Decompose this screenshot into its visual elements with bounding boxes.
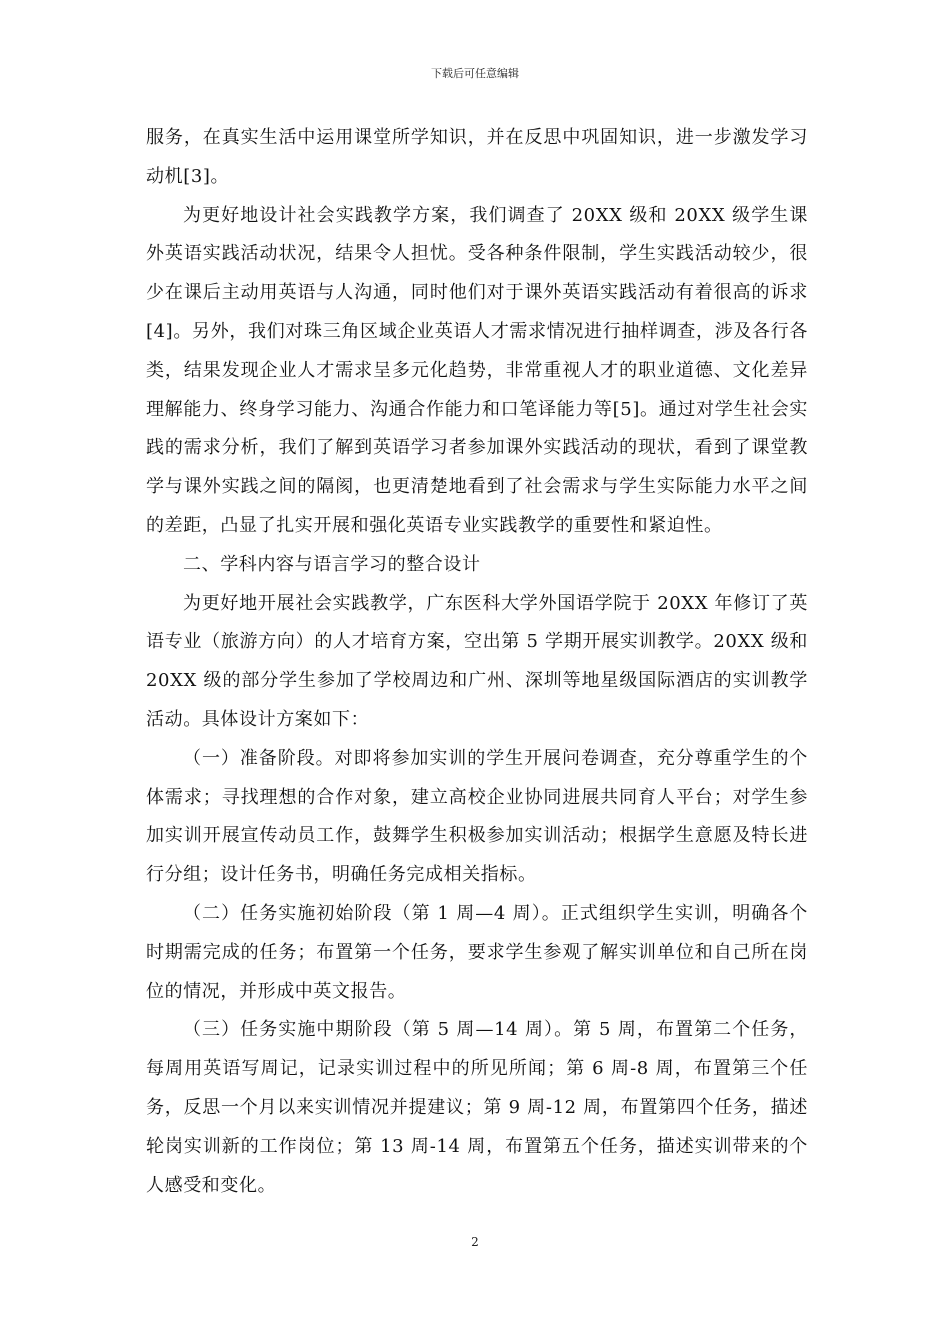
paragraph-program: 为更好地开展社会实践教学，广东医科大学外国语学院于 20XX 年修订了英语专业（旅游方向）的人才培育方案，空出第 5 学期开展实训教学。20XX 级和 20XX 级的部分学生参加了学校周边和广州、深圳等地星级国际酒店的实训教学活动。具体设计方案如下： bbox=[146, 592, 808, 730]
paragraph-survey: 为更好地设计社会实践教学方案，我们调查了 20XX 级和 20XX 级学生课外英语实践活动状况，结果令人担忧。受各种条件限制，学生实践活动较少，很少在课后主动用英语与人沟通，同时他们对于课外英语实践活动有着很高的诉求[4]。另外，我们对珠三角区域企业英语人才需求情况进行抽样调查，涉及各行各类，结果发现企业人才需求呈多元化趋势，非常重视人才的职业道德、文化差异理解能力、终身学习能力、沟通合作能力和口笔译能力等[5]。通过对学生社会实践的需求分析，我们了解到英语学习者参加课外实践活动的现状，看到了课堂教学与课外实践之间的隔阂，也更清楚地看到了社会需求与学生实际能力水平之间的差距，凸显了扎实开展和强化英语专业实践教学的重要性和紧迫性。 bbox=[146, 204, 808, 536]
page-number: 2 bbox=[471, 1235, 479, 1249]
document-body bbox=[146, 119, 808, 1205]
paragraph-stage-2: （二）任务实施初始阶段（第 1 周—4 周）。正式组织学生实训，明确各个时期需完成的任务；布置第一个任务，要求学生参观了解实训单位和自己所在岗位的情况，并形成中英文报告。 bbox=[146, 902, 808, 1002]
paragraph-continuation: 服务，在真实生活中运用课堂所学知识，并在反思中巩固知识，进一步激发学习动机[3]。 bbox=[146, 127, 808, 187]
paragraph-stage-1: （一）准备阶段。对即将参加实训的学生开展问卷调查，充分尊重学生的个体需求；寻找理想的合作对象，建立高校企业协同进展共同育人平台；对学生参加实训开展宣传动员工作，鼓舞学生积极参加实训活动；根据学生意愿及特长进行分组；设计任务书，明确任务完成相关指标。 bbox=[146, 747, 808, 886]
paragraph-stage-3: （三）任务实施中期阶段（第 5 周—14 周）。第 5 周，布置第二个任务，每周用英语写周记，记录实训过程中的所见所闻；第 6 周-8 周，布置第三个任务，反思一个月以来实训情况并提建议；第 9 周-12 周，布置第四个任务，描述轮岗实训新的工作岗位；第 13 周-14 周，布置第五个任务，描述实训带来的个人感受和变化。 bbox=[146, 1019, 808, 1196]
page-header: 下载后可任意编辑 bbox=[431, 67, 519, 80]
section-heading: 二、学科内容与语言学习的整合设计 bbox=[183, 553, 481, 575]
